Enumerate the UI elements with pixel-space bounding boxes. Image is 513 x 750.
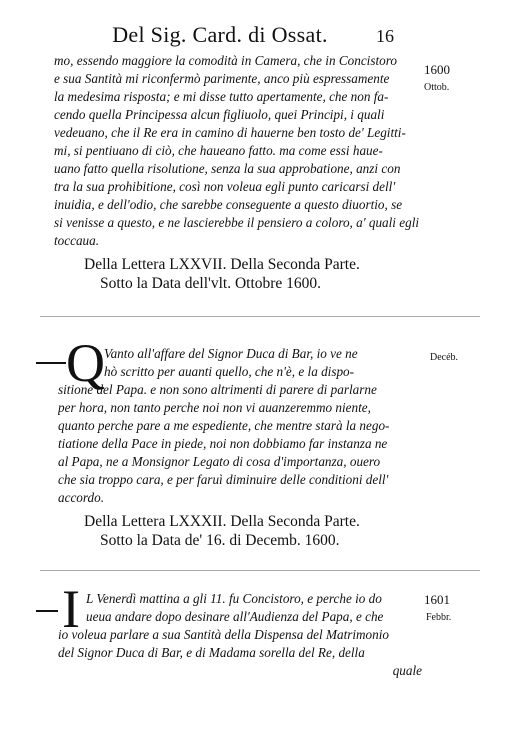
dash-ornament	[36, 362, 66, 364]
heading-line: Della Lettera LXXVII. Della Seconda Parte.	[84, 256, 360, 273]
text-line: quanto perche pare a me espediente, che mentre starà la nego-	[58, 418, 390, 433]
text-line: del Signor Duca di Bar, e di Madama sorella del Re, della	[58, 645, 365, 660]
heading-line: Sotto la Data de' 16. di Decemb. 1600.	[100, 532, 340, 549]
paragraph-1	[54, 52, 426, 250]
text-line: L Venerdì mattina a gli 11. fu Concistoro, e perche io do	[86, 591, 382, 606]
section-heading-2	[60, 512, 440, 550]
paragraph-2-opening	[104, 345, 424, 381]
drop-capital: I	[62, 579, 80, 639]
catchword: quale	[392, 663, 422, 678]
margin-note-year: 1600	[424, 62, 450, 77]
text-line: cendo quella Principessa alcun figliuolo, quei Principi, i quali	[54, 107, 385, 122]
dash-ornament	[36, 610, 58, 612]
text-line: hò scritto per auanti quello, che n'è, e la dispo-	[104, 364, 355, 379]
paragraph-3	[58, 626, 426, 680]
text-line: che sia troppo cara, e per faruì diminuire delle conditioni dell'	[58, 472, 389, 487]
text-line: la medesima risposta; e mi disse tutto apertamente, che non fa-	[54, 89, 389, 104]
drop-capital: Q	[66, 333, 105, 393]
text-line: accordo.	[58, 490, 105, 505]
text-line: per hora, non tanto perche noi non vi auanzeremmo niente,	[58, 400, 371, 415]
section-divider	[40, 570, 480, 571]
margin-note-month: Decéb.	[430, 352, 459, 363]
text-line: tiatione della Pace in piede, noi non dobbiamo far instanza ne	[58, 436, 388, 451]
text-line: si venisse a questo, e ne lascierebbe il pensiero a coloro, a' quali egli	[54, 215, 420, 230]
text-line: sitione del Papa. e non sono altrimenti di parere di parlarne	[58, 382, 377, 397]
text-line: e sua Santità mi riconfermò parimente, anco più espressamente	[54, 71, 390, 86]
text-line: uano fatto quella risolutione, senza la sua approbatione, anzi con	[54, 161, 401, 176]
text-line: io voleua parlare a sua Santità della Dispensa del Matrimonio	[58, 627, 390, 642]
margin-note-month: Febbr.	[426, 612, 452, 623]
paragraph-3-opening	[86, 590, 422, 626]
text-line: vedeuano, che il Re era in camino di hauerne ben tosto de' Legitti-	[54, 125, 406, 140]
section-heading-1	[60, 255, 440, 293]
heading-line: Sotto la Data dell'vlt. Ottobre 1600.	[100, 275, 322, 292]
section-divider	[40, 316, 480, 317]
running-header: Del Sig. Card. di Ossat.	[112, 22, 328, 47]
heading-line: Della Lettera LXXXII. Della Seconda Parte.	[84, 513, 360, 530]
text-line: al Papa, ne a Monsignor Legato di cosa d'importanza, ouero	[58, 454, 381, 469]
text-line: mi, si pentiuano di ciò, che haueano fatto. ma come essi haue-	[54, 143, 383, 158]
text-line: tra la sua prohibitione, così non voleua egli punto caricarsi dell'	[54, 179, 396, 194]
margin-note-month: Ottob.	[424, 82, 450, 93]
text-line: toccaua.	[54, 233, 100, 248]
page-number: 16	[376, 26, 394, 46]
text-line: mo, essendo maggiore la comodità in Camera, che in Concistoro	[54, 53, 397, 68]
margin-note-year: 1601	[424, 592, 450, 607]
text-line: Vanto all'affare del Signor Duca di Bar, io ve ne	[104, 346, 358, 361]
text-line: inuidia, e dell'odio, che sarebbe conseguente a questo diuortio, se	[54, 197, 403, 212]
text-line: ueua andare dopo desinare all'Audienza del Papa, e che	[86, 609, 384, 624]
paragraph-2	[58, 381, 426, 507]
